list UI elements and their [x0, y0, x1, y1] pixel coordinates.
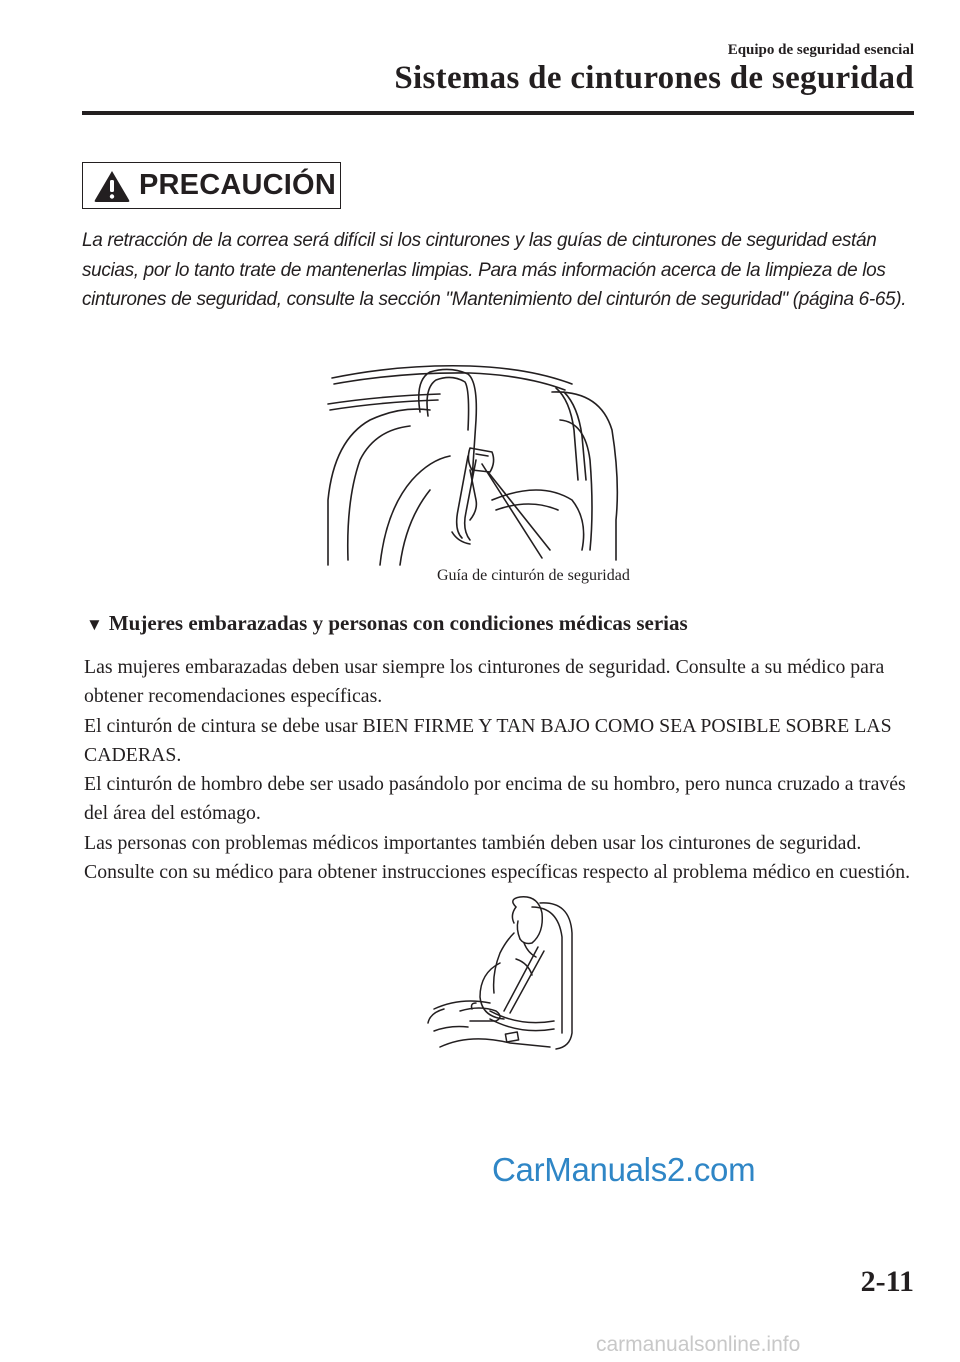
- triangle-marker-icon: ▼: [86, 615, 103, 634]
- body-paragraph: Las personas con problemas médicos importantes también deben usar los cinturones de seguridad. Consulte con su médico para obtener instrucciones específicas respecto al problema médico en cuestión.: [84, 831, 911, 884]
- page-number: 2-11: [860, 1265, 914, 1298]
- caution-title: PRECAUCIÓN: [139, 169, 336, 201]
- watermark-text: CarManuals2.com: [492, 1151, 756, 1188]
- caution-box: [82, 162, 341, 209]
- body-text: [84, 653, 924, 887]
- body-paragraph: El cinturón de cintura se debe usar BIEN FIRME Y TAN BAJO COMO SEA POSIBLE SOBRE LAS CADERAS.: [84, 714, 892, 766]
- chapter-title: Sistemas de cinturones de seguridad: [394, 60, 914, 96]
- subsection-heading: [86, 611, 688, 636]
- header-rule: [82, 111, 914, 115]
- warning-triangle-icon: [93, 169, 131, 203]
- pregnant-woman-seatbelt-illustration: [420, 893, 580, 1053]
- caution-text: La retracción de la correa será difícil si los cinturones y las guías de cinturones de seguridad están sucias, por lo tanto trate de mantenerlas limpias. Para más información acerca de la limpieza de los cinturones de seguridad, consulte la sección "Mantenimiento del cinturón de seguridad" (página 6-65).: [82, 230, 907, 310]
- body-paragraph: El cinturón de hombro debe ser usado pasándolo por encima de su hombro, pero nunca cruzado a través del área del estómago.: [84, 773, 906, 825]
- section-label: Equipo de seguridad esencial: [727, 42, 914, 58]
- body-paragraph: Las mujeres embarazadas deben usar siempre los cinturones de seguridad. Consulte a su médico para obtener recomendaciones específicas.: [84, 656, 885, 708]
- figure1-caption: Guía de cinturón de seguridad: [437, 567, 630, 584]
- footer-url[interactable]: carmanualsonline.info: [596, 1333, 801, 1356]
- subsection-title: Mujeres embarazadas y personas con condiciones médicas serias: [108, 611, 688, 635]
- seat-belt-guide-illustration: [320, 360, 640, 570]
